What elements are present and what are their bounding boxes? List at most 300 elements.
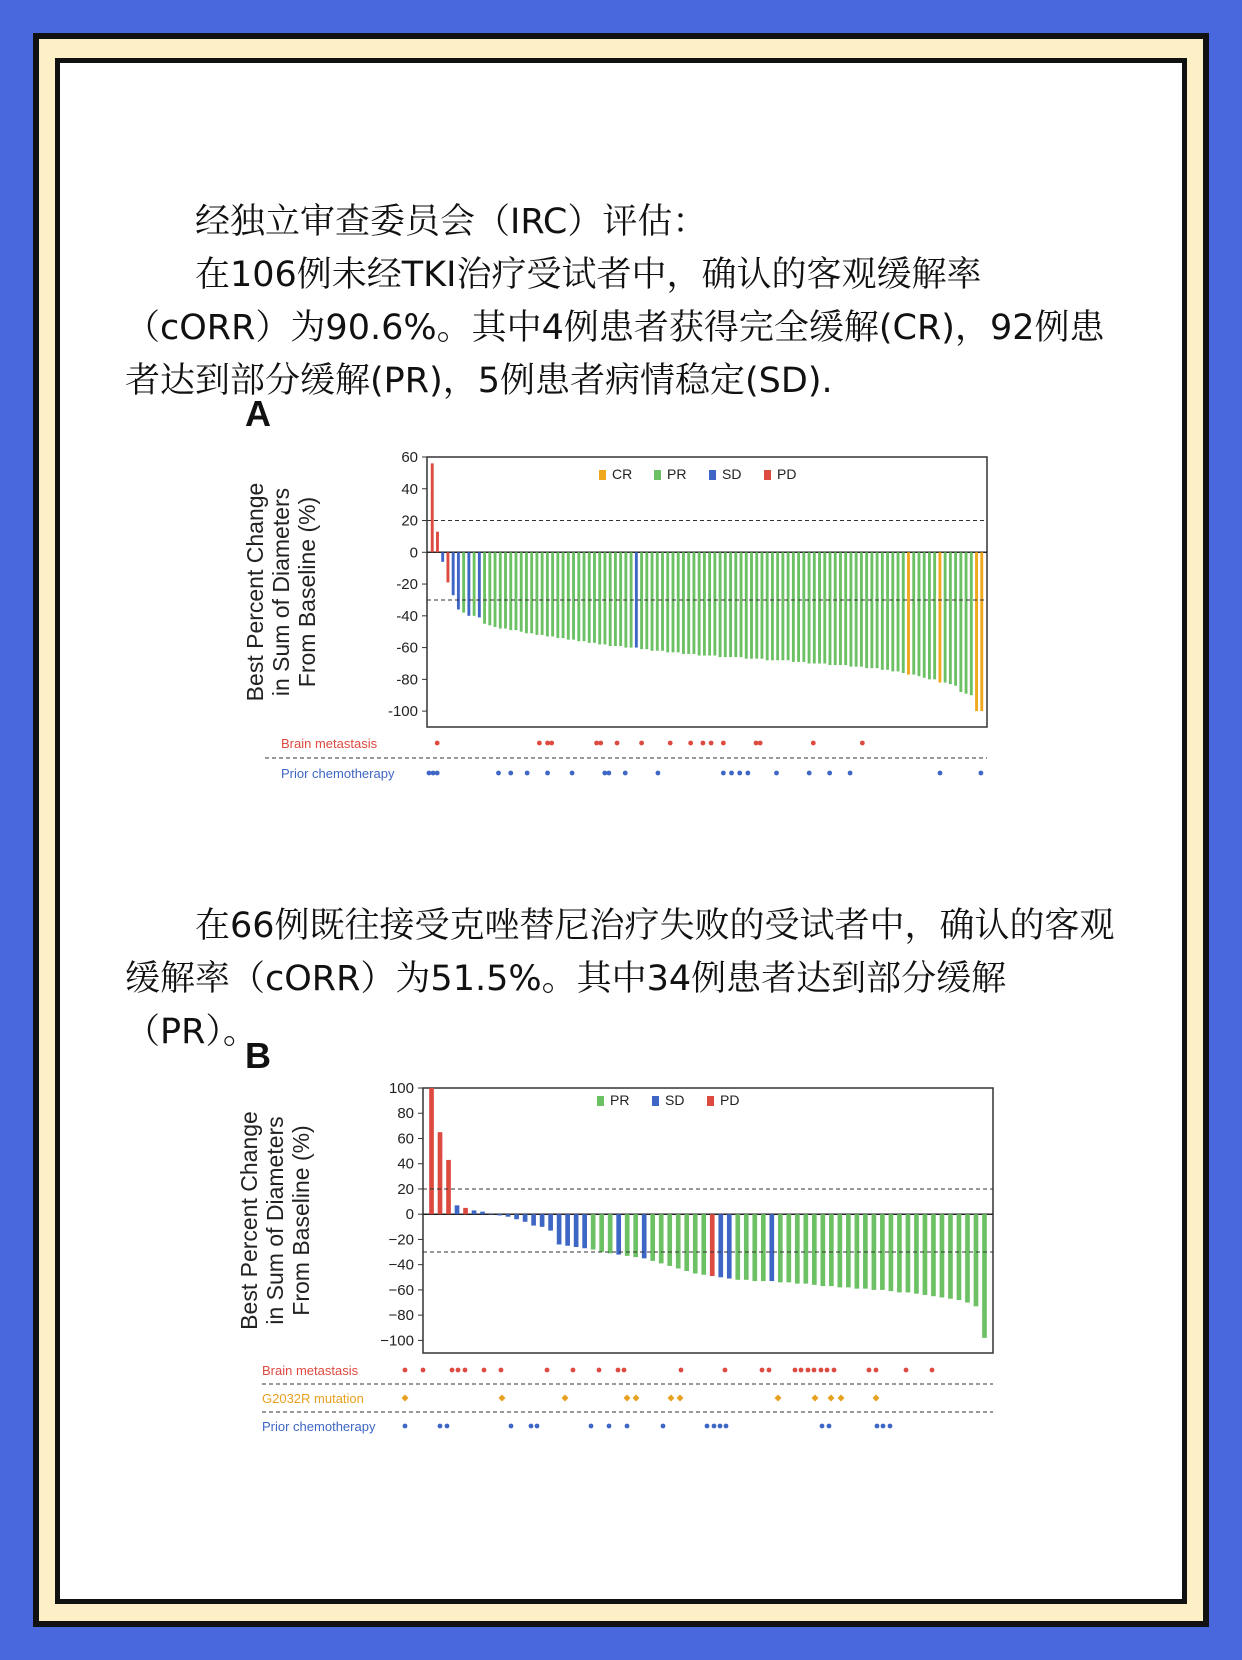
bar: [907, 552, 910, 674]
paragraph-first-line-therapy: [125, 196, 1115, 408]
row-label-prior-chemotherapy: Prior chemotherapy: [262, 1419, 376, 1434]
bar: [938, 552, 941, 682]
bar: [666, 552, 669, 652]
bar: [698, 552, 701, 655]
brain-metastasis-marker: [545, 1368, 550, 1373]
bar: [975, 552, 978, 711]
brain-metastasis-marker: [760, 1368, 765, 1373]
bar: [812, 1214, 817, 1285]
prior-chemotherapy-marker: [661, 1424, 666, 1429]
bar: [881, 552, 884, 670]
bar: [651, 552, 654, 650]
bar: [940, 1214, 945, 1297]
brain-metastasis-marker: [723, 1368, 728, 1373]
bar: [965, 552, 968, 693]
g2032r-mutation-marker: [624, 1395, 631, 1402]
bar: [640, 552, 643, 649]
bar: [574, 1214, 579, 1247]
bar: [870, 552, 873, 668]
bar: [795, 1214, 800, 1283]
brain-metastasis-marker: [622, 1368, 627, 1373]
bar: [556, 552, 559, 638]
y-tick-label: 0: [405, 1206, 414, 1224]
bar: [604, 552, 607, 644]
bar: [438, 1132, 443, 1214]
bar: [944, 552, 947, 682]
bar: [463, 1208, 468, 1214]
bar: [506, 1214, 511, 1217]
bar: [472, 1210, 477, 1214]
bar: [970, 552, 973, 695]
prior-chemotherapy-marker: [431, 771, 436, 776]
bar: [914, 1214, 919, 1294]
prior-chemotherapy-marker: [625, 1424, 630, 1429]
brain-metastasis-marker: [450, 1368, 455, 1373]
bar: [787, 552, 790, 660]
bar: [480, 1212, 485, 1215]
prior-chemotherapy-marker: [589, 1424, 594, 1429]
bar: [778, 1214, 783, 1282]
bar: [462, 552, 465, 612]
brain-metastasis-marker: [867, 1368, 872, 1373]
bar: [792, 552, 795, 662]
brain-metastasis-marker: [688, 741, 693, 746]
g2032r-mutation-marker: [633, 1395, 640, 1402]
bar: [540, 1214, 545, 1227]
bar: [781, 552, 784, 660]
bar: [473, 552, 476, 616]
bar: [608, 1214, 613, 1253]
bar: [839, 552, 842, 665]
bar: [557, 1214, 562, 1244]
bar: [684, 1214, 689, 1271]
bar: [488, 552, 491, 625]
paragraph-crizotinib-failed: [125, 900, 1115, 1059]
bar: [577, 552, 580, 641]
bar: [593, 552, 596, 643]
bar: [734, 552, 737, 657]
bar: [633, 1214, 638, 1257]
bar: [923, 552, 926, 677]
prior-chemotherapy-marker: [888, 1424, 893, 1429]
g2032r-mutation-marker: [873, 1395, 880, 1402]
row-label-brain-metastasis: Brain metastasis: [262, 1363, 359, 1378]
bar: [886, 552, 889, 670]
legend-swatch-sd: [709, 470, 716, 480]
bar: [609, 552, 612, 646]
bar: [844, 552, 847, 665]
bar: [897, 1214, 902, 1292]
bar: [855, 1214, 860, 1288]
prior-chemotherapy-marker: [535, 1424, 540, 1429]
prior-chemotherapy-marker: [712, 1424, 717, 1429]
prior-chemotherapy-marker: [875, 1424, 880, 1429]
bar: [650, 1214, 655, 1261]
prior-chemotherapy-marker: [881, 1424, 886, 1429]
g2032r-mutation-marker: [838, 1395, 845, 1402]
y-tick-label: 60: [401, 449, 418, 466]
brain-metastasis-marker: [421, 1368, 426, 1373]
prior-chemotherapy-marker: [827, 1424, 832, 1429]
legend-swatch-pr: [654, 470, 661, 480]
bar: [729, 552, 732, 657]
bar: [933, 552, 936, 679]
brain-metastasis-marker: [793, 1368, 798, 1373]
y-axis-label: From Baseline (%): [288, 1125, 314, 1316]
bar: [710, 1214, 715, 1276]
y-tick-label: −100: [380, 1332, 414, 1350]
bar: [708, 552, 711, 655]
brain-metastasis-marker: [806, 1368, 811, 1373]
prior-chemotherapy-marker: [721, 771, 726, 776]
bar: [677, 552, 680, 652]
bar: [912, 552, 915, 674]
bar: [948, 1214, 953, 1299]
brain-metastasis-marker: [701, 741, 706, 746]
bar: [750, 552, 753, 658]
bar: [818, 552, 821, 663]
bar: [957, 1214, 962, 1300]
brain-metastasis-marker: [499, 1368, 504, 1373]
legend-label-sd: SD: [722, 466, 742, 482]
prior-chemotherapy-marker: [848, 771, 853, 776]
bar: [865, 552, 868, 668]
y-tick-label: -40: [396, 607, 418, 625]
bar: [974, 1214, 979, 1306]
row-label-brain-metastasis: Brain metastasis: [281, 736, 378, 751]
bar: [719, 552, 722, 657]
bar: [497, 1214, 502, 1215]
bar: [846, 1214, 851, 1287]
legend-swatch-sd: [652, 1096, 659, 1106]
prior-chemotherapy-marker: [438, 1424, 443, 1429]
bar: [980, 552, 983, 711]
prior-chemotherapy-marker: [820, 1424, 825, 1429]
bar: [928, 552, 931, 679]
bar: [616, 1214, 621, 1254]
g2032r-mutation-marker: [828, 1395, 835, 1402]
brain-metastasis-marker: [639, 741, 644, 746]
prior-chemotherapy-marker: [607, 1424, 612, 1429]
bar: [457, 552, 460, 609]
brain-metastasis-marker: [435, 741, 440, 746]
bar: [429, 1088, 434, 1214]
bar: [672, 552, 675, 652]
bar: [965, 1214, 970, 1302]
g2032r-mutation-marker: [562, 1395, 569, 1402]
g2032r-mutation-marker: [668, 1395, 675, 1402]
legend-label-cr: CR: [612, 466, 633, 482]
para1-body: 在106例未经TKI治疗受试者中，确认的客观缓解率（cORR）为90.6%。其中4例患者获得完全缓解(CR)，92例患者达到部分缓解(PR)，5例患者病情稳定(SD).: [125, 255, 1105, 401]
brain-metastasis-marker: [825, 1368, 830, 1373]
brain-metastasis-marker: [721, 741, 726, 746]
brain-metastasis-marker: [615, 741, 620, 746]
y-tick-label: 80: [397, 1105, 414, 1123]
g2032r-mutation-marker: [677, 1395, 684, 1402]
brain-metastasis-marker: [767, 1368, 772, 1373]
bar: [823, 552, 826, 663]
row-label-g2032r-mutation: G2032R mutation: [262, 1391, 364, 1406]
bar: [745, 552, 748, 658]
waterfall-chart-b: [236, 1035, 1005, 1445]
bar: [441, 552, 444, 562]
brain-metastasis-marker: [874, 1368, 879, 1373]
bar: [692, 552, 695, 654]
bar: [740, 552, 743, 657]
bar: [724, 552, 727, 657]
bar: [755, 552, 758, 658]
bar: [667, 1214, 672, 1266]
panel-label-a: A: [245, 393, 271, 434]
bar: [656, 552, 659, 650]
prior-chemotherapy-marker: [435, 771, 440, 776]
brain-metastasis-marker: [860, 741, 865, 746]
bar: [509, 552, 512, 630]
prior-chemotherapy-marker: [403, 1424, 408, 1429]
bar: [752, 1214, 757, 1281]
prior-chemotherapy-marker: [724, 1424, 729, 1429]
bar: [821, 1214, 826, 1286]
y-tick-label: −80: [388, 1307, 414, 1325]
g2032r-mutation-marker: [812, 1395, 819, 1402]
bar: [520, 552, 523, 631]
brain-metastasis-marker: [904, 1368, 909, 1373]
y-tick-label: 0: [409, 544, 418, 562]
prior-chemotherapy-marker: [427, 771, 432, 776]
bar: [906, 1214, 911, 1292]
bar: [535, 552, 538, 635]
y-tick-label: −20: [388, 1231, 414, 1249]
bar: [797, 552, 800, 662]
bar: [897, 552, 900, 671]
brain-metastasis-marker: [549, 741, 554, 746]
y-tick-label: -60: [396, 639, 418, 657]
prior-chemotherapy-marker: [729, 771, 734, 776]
bar: [499, 552, 502, 628]
y-tick-label: 40: [401, 480, 418, 498]
bar: [761, 552, 764, 658]
legend-label-pr: PR: [667, 466, 687, 482]
bar: [546, 552, 549, 636]
brain-metastasis-marker: [597, 1368, 602, 1373]
y-tick-label: 60: [397, 1130, 414, 1148]
bar: [452, 552, 455, 595]
bar: [838, 1214, 843, 1287]
prior-chemotherapy-marker: [774, 771, 779, 776]
bar: [548, 1214, 553, 1230]
bar: [923, 1214, 928, 1295]
bar: [802, 552, 805, 662]
brain-metastasis-marker: [758, 741, 763, 746]
bar: [625, 1214, 630, 1256]
brain-metastasis-marker: [811, 741, 816, 746]
y-tick-label: −60: [388, 1281, 414, 1299]
bar: [682, 552, 685, 654]
bar: [761, 1214, 766, 1281]
bar: [744, 1214, 749, 1280]
brain-metastasis-marker: [403, 1368, 408, 1373]
bar: [446, 552, 449, 582]
legend-swatch-cr: [599, 470, 606, 480]
y-tick-label: 40: [397, 1155, 414, 1173]
bar: [735, 1214, 740, 1280]
prior-chemotherapy-marker: [807, 771, 812, 776]
y-axis-label: in Sum of Diameters: [262, 1116, 288, 1325]
para1-heading: 经独立审查委员会（IRC）评估：: [195, 202, 708, 242]
bar: [483, 552, 486, 623]
brain-metastasis-marker: [456, 1368, 461, 1373]
bar: [771, 552, 774, 660]
brain-metastasis-marker: [463, 1368, 468, 1373]
prior-chemotherapy-marker: [445, 1424, 450, 1429]
y-axis-label: Best Percent Change: [236, 1111, 262, 1330]
bar: [525, 552, 528, 633]
bar: [902, 552, 905, 673]
bar: [661, 552, 664, 650]
prior-chemotherapy-marker: [496, 771, 501, 776]
prior-chemotherapy-marker: [718, 1424, 723, 1429]
bar: [541, 552, 544, 635]
bar: [676, 1214, 681, 1268]
bar: [769, 1214, 774, 1281]
bar: [619, 552, 622, 646]
bar: [588, 552, 591, 643]
bar: [591, 1214, 596, 1249]
prior-chemotherapy-marker: [508, 771, 513, 776]
bar: [599, 1214, 604, 1252]
bar: [776, 552, 779, 660]
prior-chemotherapy-marker: [705, 1424, 710, 1429]
prior-chemotherapy-marker: [545, 771, 550, 776]
brain-metastasis-marker: [594, 741, 599, 746]
prior-chemotherapy-marker: [979, 771, 984, 776]
bar: [918, 552, 921, 676]
y-tick-label: -100: [387, 703, 418, 721]
bar: [567, 552, 570, 639]
brain-metastasis-marker: [537, 741, 542, 746]
bar: [855, 552, 858, 666]
y-tick-label: 100: [388, 1080, 414, 1097]
prior-chemotherapy-marker: [623, 771, 628, 776]
prior-chemotherapy-marker: [602, 771, 607, 776]
brain-metastasis-marker: [668, 741, 673, 746]
bar: [703, 552, 706, 655]
y-tick-label: −40: [388, 1256, 414, 1274]
bar: [829, 1214, 834, 1286]
brain-metastasis-marker: [482, 1368, 487, 1373]
y-tick-label: 20: [401, 512, 418, 530]
brain-metastasis-marker: [832, 1368, 837, 1373]
bar: [598, 552, 601, 644]
bar: [954, 552, 957, 685]
prior-chemotherapy-marker: [525, 771, 530, 776]
bar: [982, 1214, 987, 1338]
g2032r-mutation-marker: [402, 1395, 409, 1402]
g2032r-mutation-marker: [775, 1395, 782, 1402]
brain-metastasis-marker: [709, 741, 714, 746]
bar: [849, 552, 852, 666]
legend-label-pd: PD: [720, 1092, 740, 1108]
row-label-prior-chemotherapy: Prior chemotherapy: [281, 766, 395, 781]
bar: [766, 552, 769, 660]
prior-chemotherapy-marker: [656, 771, 661, 776]
bar: [949, 552, 952, 684]
bar: [813, 552, 816, 663]
bar: [565, 1214, 570, 1246]
bar: [478, 552, 481, 617]
bar: [891, 552, 894, 671]
legend-swatch-pd: [764, 470, 771, 480]
prior-chemotherapy-marker: [745, 771, 750, 776]
brain-metastasis-marker: [754, 741, 759, 746]
bar: [808, 552, 811, 663]
bar: [504, 552, 507, 628]
prior-chemotherapy-marker: [938, 771, 943, 776]
prior-chemotherapy-marker: [606, 771, 611, 776]
bar: [582, 1214, 587, 1248]
brain-metastasis-marker: [679, 1368, 684, 1373]
bar: [515, 552, 518, 630]
brain-metastasis-marker: [819, 1368, 824, 1373]
panel-label-b: B: [245, 1035, 271, 1076]
legend-swatch-pr: [597, 1096, 604, 1106]
waterfall-chart-a: [242, 393, 1005, 792]
y-tick-label: -20: [396, 576, 418, 594]
bar: [523, 1214, 528, 1222]
bar: [562, 552, 565, 638]
bar: [727, 1214, 732, 1278]
bar: [572, 552, 575, 639]
brain-metastasis-marker: [812, 1368, 817, 1373]
brain-metastasis-marker: [799, 1368, 804, 1373]
y-axis-label: Best Percent Change: [242, 482, 268, 702]
y-tick-label: -80: [396, 671, 418, 689]
bar: [614, 552, 617, 646]
bar: [860, 552, 863, 666]
bar: [494, 552, 497, 627]
bar: [530, 552, 533, 633]
bar: [863, 1214, 868, 1288]
bar: [718, 1214, 723, 1277]
bar: [645, 552, 648, 649]
bar: [455, 1205, 460, 1214]
bar: [687, 552, 690, 654]
bar: [583, 552, 586, 641]
bar: [431, 463, 434, 552]
bar: [803, 1214, 808, 1283]
legend-label-pr: PR: [610, 1092, 630, 1108]
y-axis-label: From Baseline (%): [294, 496, 320, 688]
prior-chemotherapy-marker: [509, 1424, 514, 1429]
legend-label-pd: PD: [777, 466, 797, 482]
bar: [713, 552, 716, 655]
bar: [551, 552, 554, 636]
brain-metastasis-marker: [930, 1368, 935, 1373]
y-tick-label: 20: [397, 1180, 414, 1198]
bar: [889, 1214, 894, 1291]
bar: [829, 552, 832, 665]
bar: [876, 552, 879, 668]
brain-metastasis-marker: [571, 1368, 576, 1373]
legend-swatch-pd: [707, 1096, 714, 1106]
prior-chemotherapy-marker: [570, 771, 575, 776]
prior-chemotherapy-marker: [827, 771, 832, 776]
bar: [959, 552, 962, 692]
bar: [931, 1214, 936, 1296]
bar: [659, 1214, 664, 1263]
g2032r-mutation-marker: [499, 1395, 506, 1402]
prior-chemotherapy-marker: [737, 771, 742, 776]
